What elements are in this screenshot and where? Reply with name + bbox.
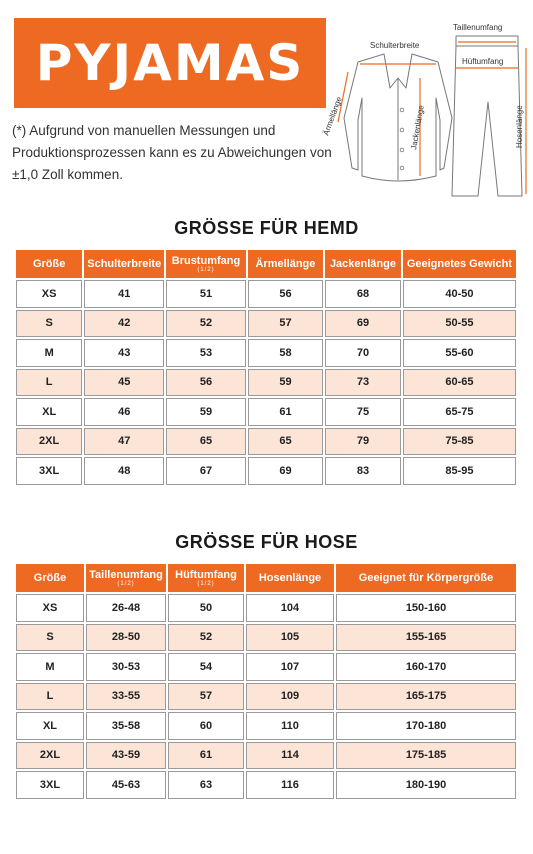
- table-cell: 65-75: [403, 398, 516, 426]
- measurement-note: (*) Aufgrund von manuellen Messungen und Produktionsprozessen kann es zu Abweichungen von ±1,0 Zoll kommen.: [12, 123, 332, 182]
- table-cell: L: [16, 369, 82, 397]
- table-cell: 67: [166, 457, 246, 485]
- table-cell: 28-50: [86, 624, 166, 652]
- table-cell: 85-95: [403, 457, 516, 485]
- table-row: [16, 428, 516, 456]
- header-taillenumfang: Taillenumfang (1/2): [86, 564, 166, 592]
- header-aermellaenge: Ärmellänge: [248, 250, 323, 278]
- table-cell: 70: [325, 339, 401, 367]
- table-row: [16, 624, 516, 652]
- table-row: [16, 771, 516, 799]
- table-cell: 52: [166, 310, 246, 338]
- table-cell: 65: [166, 428, 246, 456]
- table-cell: 110: [246, 712, 334, 740]
- table-cell: 60: [168, 712, 244, 740]
- table-cell: 75: [325, 398, 401, 426]
- table-cell: 40-50: [403, 280, 516, 308]
- table-row: [16, 653, 516, 681]
- table-cell: 59: [166, 398, 246, 426]
- table-row: [16, 369, 516, 397]
- table-cell: 48: [84, 457, 164, 485]
- table-cell: 50-55: [403, 310, 516, 338]
- header-jackenlaenge: Jackenlänge: [325, 250, 401, 278]
- table-cell: 63: [168, 771, 244, 799]
- table-cell: 33-55: [86, 683, 166, 711]
- table-cell: 54: [168, 653, 244, 681]
- table-cell: 75-85: [403, 428, 516, 456]
- table-cell: 51: [166, 280, 246, 308]
- table-cell: 2XL: [16, 742, 84, 770]
- table-cell: 45-63: [86, 771, 166, 799]
- title-banner: [14, 18, 326, 108]
- table-row: [16, 712, 516, 740]
- label-aermellaenge: Ärmellänge: [321, 95, 344, 137]
- label-hosenlaenge: Hosenlänge: [515, 105, 524, 148]
- table-cell: 42: [84, 310, 164, 338]
- label-jackenlaenge: Jackenlänge: [409, 104, 426, 151]
- shirt-size-table: [14, 248, 518, 487]
- header-brustumfang: Brustumfang (1/2): [166, 250, 246, 278]
- table-cell: 43-59: [86, 742, 166, 770]
- table-cell: 47: [84, 428, 164, 456]
- table-cell: 41: [84, 280, 164, 308]
- table-cell: S: [16, 310, 82, 338]
- table-cell: 73: [325, 369, 401, 397]
- table-row: [16, 310, 516, 338]
- table-cell: XL: [16, 398, 82, 426]
- table-cell: L: [16, 683, 84, 711]
- table-cell: 160-170: [336, 653, 516, 681]
- table-cell: 26-48: [86, 594, 166, 622]
- header-hosenlaenge: Hosenlänge: [246, 564, 334, 592]
- table-cell: 180-190: [336, 771, 516, 799]
- table-cell: 46: [84, 398, 164, 426]
- table-cell: 55-60: [403, 339, 516, 367]
- table-cell: 50: [168, 594, 244, 622]
- table-cell: M: [16, 653, 84, 681]
- table-cell: XS: [16, 280, 82, 308]
- pajama-illustration: [318, 18, 530, 208]
- table-cell: XS: [16, 594, 84, 622]
- table-cell: 116: [246, 771, 334, 799]
- table-header-row: [16, 564, 516, 592]
- table-row: [16, 339, 516, 367]
- table-cell: 59: [248, 369, 323, 397]
- table-cell: 61: [168, 742, 244, 770]
- table-row: [16, 398, 516, 426]
- table-cell: 43: [84, 339, 164, 367]
- table-cell: 60-65: [403, 369, 516, 397]
- table-cell: M: [16, 339, 82, 367]
- table-cell: 105: [246, 624, 334, 652]
- table-cell: 2XL: [16, 428, 82, 456]
- header-gewicht: Geeignetes Gewicht: [403, 250, 516, 278]
- pajama-diagram: [318, 18, 530, 208]
- table-row: [16, 683, 516, 711]
- table-cell: 35-58: [86, 712, 166, 740]
- table-cell: 69: [325, 310, 401, 338]
- header-groesse: Größe: [16, 564, 84, 592]
- header-hueftumfang: Hüftumfang (1/2): [168, 564, 244, 592]
- table-cell: 30-53: [86, 653, 166, 681]
- table-cell: 3XL: [16, 771, 84, 799]
- table-cell: 104: [246, 594, 334, 622]
- table-cell: 107: [246, 653, 334, 681]
- table-row: [16, 594, 516, 622]
- pants-section-title: GRÖSSE FÜR HOSE: [175, 532, 358, 552]
- pants-size-table: [14, 562, 518, 801]
- table-row: [16, 457, 516, 485]
- table-cell: 114: [246, 742, 334, 770]
- table-cell: XL: [16, 712, 84, 740]
- table-cell: 3XL: [16, 457, 82, 485]
- header-groesse: Größe: [16, 250, 82, 278]
- label-hueftumfang: Hüftumfang: [462, 57, 504, 66]
- table-cell: 155-165: [336, 624, 516, 652]
- table-row: [16, 280, 516, 308]
- table-header-row: [16, 250, 516, 278]
- header-schulterbreite: Schulterbreite: [84, 250, 164, 278]
- table-cell: 150-160: [336, 594, 516, 622]
- table-cell: 69: [248, 457, 323, 485]
- table-cell: 52: [168, 624, 244, 652]
- table-cell: S: [16, 624, 84, 652]
- shirt-section-title: GRÖSSE FÜR HEMD: [174, 218, 359, 238]
- table-cell: 83: [325, 457, 401, 485]
- table-cell: 53: [166, 339, 246, 367]
- table-cell: 57: [168, 683, 244, 711]
- label-schulterbreite: Schulterbreite: [370, 41, 420, 50]
- label-taillenumfang: Taillenumfang: [453, 23, 503, 32]
- table-cell: 61: [248, 398, 323, 426]
- table-cell: 65: [248, 428, 323, 456]
- table-cell: 45: [84, 369, 164, 397]
- table-row: [16, 742, 516, 770]
- table-cell: 58: [248, 339, 323, 367]
- table-cell: 79: [325, 428, 401, 456]
- table-cell: 170-180: [336, 712, 516, 740]
- table-cell: 165-175: [336, 683, 516, 711]
- table-cell: 175-185: [336, 742, 516, 770]
- pants-waistband: [456, 36, 518, 46]
- table-cell: 109: [246, 683, 334, 711]
- table-cell: 57: [248, 310, 323, 338]
- table-cell: 56: [166, 369, 246, 397]
- table-cell: 68: [325, 280, 401, 308]
- header-koerpergroesse: Geeignet für Körpergröße: [336, 564, 516, 592]
- table-cell: 56: [248, 280, 323, 308]
- page-title: PYJAMAS: [35, 34, 305, 92]
